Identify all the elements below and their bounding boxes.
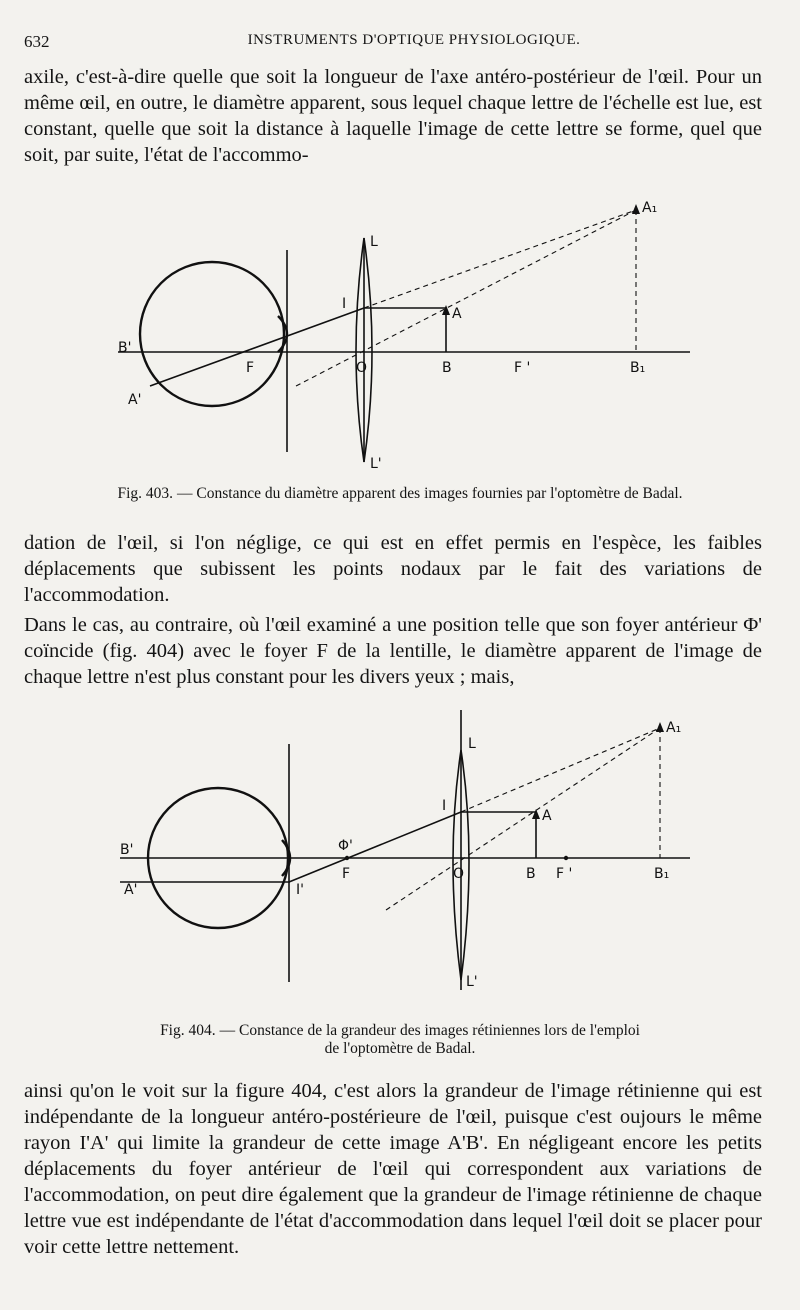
- label-L-prime: L': [370, 456, 382, 472]
- ray-a-prime-to-i: [150, 308, 364, 386]
- dashed-ray-upper: [461, 728, 660, 812]
- label-F: F: [246, 360, 255, 376]
- dashed-ray-lower: [386, 728, 660, 910]
- figure-403-caption: [24, 485, 776, 503]
- dashed-ray-lower: [296, 210, 636, 386]
- label-phi-prime: Φ': [338, 838, 353, 854]
- dashed-ray-upper: [364, 210, 636, 308]
- label-I-prime: I': [296, 882, 304, 898]
- paragraph-3: Dans le cas, au contraire, où l'œil examiné a une position telle que son foyer antérieur Φ' coïncide (fig. 404) avec le foyer F de la lentille, le diamètre apparent de l'image de chaque lettre n'est plus constant pour les divers yeux ; mais,: [24, 614, 762, 688]
- focus-point-f: [345, 856, 349, 860]
- label-F: F: [342, 866, 351, 882]
- ray-i-prime-to-i: [289, 812, 461, 882]
- label-A: A: [542, 808, 552, 824]
- caption-figure-number: Fig. 403.: [117, 485, 174, 502]
- caption-text: — Constance du diamètre apparent des images fournies par l'optomètre de Badal.: [177, 485, 683, 502]
- label-B1: B₁: [654, 866, 670, 882]
- paragraph-1: axile, c'est-à-dire quelle que soit la longueur de l'axe antéro-postérieur de l'œil. Pour un même œil, en outre, le diamètre apparent, sous lequel chaque lettre de l'échelle est lue, est constant, quelle que soit la distance à laquelle l'image de cette lettre se forme, quel que soit, par suite, l'état de l'accommo-: [24, 66, 762, 166]
- label-B1: B₁: [630, 360, 646, 376]
- running-title: INSTRUMENTS D'OPTIQUE PHYSIOLOGIQUE.: [247, 32, 581, 48]
- label-F-prime: F ': [556, 866, 573, 882]
- label-B: B: [526, 866, 536, 882]
- label-B-prime: B': [120, 842, 134, 858]
- label-A1: A₁: [642, 200, 658, 216]
- label-B: B: [442, 360, 452, 376]
- label-A-prime: A': [124, 882, 138, 898]
- focus-point-f-prime: [564, 856, 568, 860]
- figure-404-caption: [24, 1022, 776, 1058]
- label-I: I: [342, 296, 347, 312]
- label-I: I: [442, 798, 447, 814]
- paragraph-4: ainsi qu'on le voit sur la figure 404, c'est alors la grandeur de l'image rétinienne qui est indépendante de la longueur antéro-postérieure de l'œil, puisque c'est oujours le même rayon I'A' qui limite la grandeur de cette image A'B'. En négligeant encore les petits déplacements du foyer antérieur de l'œil qui correspondent aux variations de l'accommodation, on peut dire également que la grandeur de l'image rétinienne de chaque lettre vue est indépendante de l'état d'accommodation dans lequel l'œil doit se placer pour voir cette lettre nettement.: [24, 1080, 762, 1258]
- caption-text-line-2: de l'optomètre de Badal.: [324, 1040, 476, 1057]
- label-L: L: [370, 234, 378, 250]
- cornea-curve: [278, 316, 287, 352]
- label-B-prime: B': [118, 340, 132, 356]
- caption-text: — Constance de la grandeur des images rétiniennes lors de l'emploi: [219, 1022, 640, 1039]
- page-number: 632: [24, 32, 50, 51]
- figure-404-diagram: [0, 700, 800, 1000]
- label-L-prime: L': [466, 974, 478, 990]
- figure-403-diagram: [0, 190, 800, 480]
- label-O: O: [453, 866, 465, 882]
- label-F-prime: F ': [514, 360, 531, 376]
- label-O: O: [356, 360, 368, 376]
- label-A1: A₁: [666, 720, 682, 736]
- label-A-prime: A': [128, 392, 142, 408]
- paragraph-2: dation de l'œil, si l'on néglige, ce qui est en effet permis en l'espèce, les faibles déplacements que subissent les points nodaux par le fait des variations de l'accommodation.: [24, 532, 762, 606]
- eye-circle: [140, 262, 284, 406]
- label-L: L: [468, 736, 476, 752]
- label-A: A: [452, 306, 462, 322]
- caption-figure-number: Fig. 404.: [160, 1022, 216, 1039]
- arrow-a1-icon: [632, 204, 640, 214]
- page-header: [24, 28, 776, 54]
- arrow-a1-icon: [656, 722, 664, 732]
